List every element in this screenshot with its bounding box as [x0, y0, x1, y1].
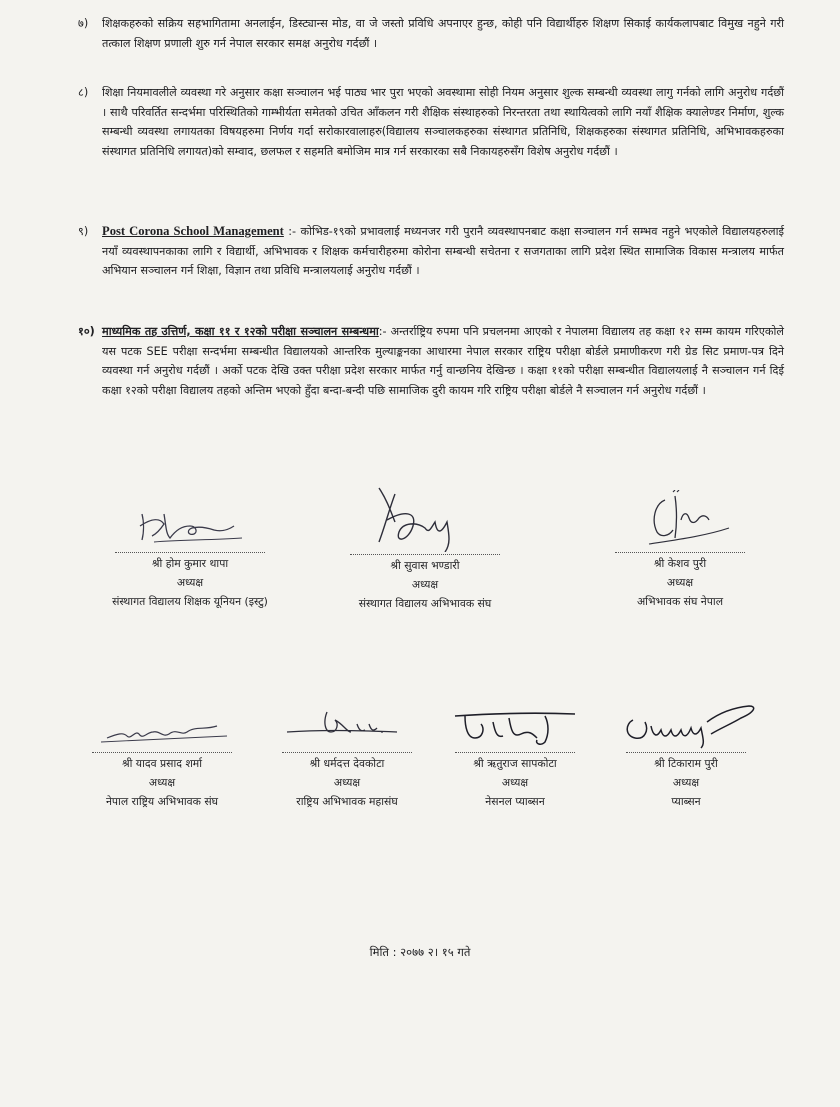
- point-number: ९): [78, 225, 89, 238]
- signatory-name: श्री होम कुमार थापा: [151, 557, 229, 570]
- signatory-name: श्री केशव पुरी: [653, 557, 707, 570]
- signatory-name: श्री धर्मदत्त देवकोटा: [309, 757, 385, 770]
- point-9: [78, 222, 784, 281]
- signature-image: [277, 702, 417, 750]
- signatory-name: श्री टिकाराम पुरी: [654, 757, 718, 770]
- signature-image: [625, 490, 735, 550]
- signature-image: [445, 704, 585, 750]
- signatory-role: अध्यक्ष: [501, 776, 529, 789]
- signatory-name: श्री यादव प्रसाद शर्मा: [121, 757, 203, 770]
- signature-image: [365, 482, 485, 552]
- point-heading: माध्यमिक तह उत्तिर्ण, कक्षा ११ र १२को परीक्षा सञ्चालन सम्बन्धमा: [102, 325, 379, 338]
- point-number: १०): [78, 325, 95, 338]
- point-heading: Post Corona School Management: [102, 224, 284, 238]
- signatory-block: [320, 482, 530, 613]
- signatory-organization: नेसनल प्याब्सन: [485, 795, 545, 808]
- signatory-role: अध्यक्ष: [148, 776, 176, 789]
- signature-image: [611, 698, 761, 750]
- signatory-block: [262, 702, 432, 811]
- signature-line: [115, 552, 265, 553]
- signature-line: [350, 554, 500, 555]
- signatory-role: अध्यक्ष: [176, 576, 204, 589]
- signature-line: [626, 752, 746, 753]
- signatory-block: [72, 710, 252, 811]
- point-8: [78, 83, 784, 161]
- signatory-organization: राष्ट्रिय अभिभावक महासंघ: [296, 795, 398, 808]
- signature-line: [455, 752, 575, 753]
- signature-image: [87, 710, 237, 750]
- signatory-block: [606, 698, 766, 811]
- signatory-role: अध्यक्ष: [672, 776, 700, 789]
- signature-line: [282, 752, 412, 753]
- point-text: शिक्षकहरुको सक्रिय सहभागितामा अनलाईन, डिस्ट्यान्स मोड, वा जे जस्तो प्रविधि अपनाएर हुन्छ, कोही पनि विद्यार्थीहरु शिक्षण सिकाई कार्यकलापबाट विमुख नहुने गरी तत्काल शिक्षण प्रणाली शुरु गर्न नेपाल सरकार समक्ष अनुरोध गर्दछौं ।: [102, 17, 784, 50]
- point-body: [102, 322, 784, 400]
- signature-line: [615, 552, 745, 553]
- point-text: :- कोभिड-१९को प्रभावलाई मध्यनजर गरी पुरानै व्यवस्थापनबाट कक्षा सञ्चालन गर्न सम्भव नहुने भएकोले विद्यालयहरुलाई नयाँ व्यवस्थापनकाका लागि र विद्यार्थी, अभिभावक र शिक्षक कर्मचारीहरुमा कोरोना सम्बन्धी सचेतना र सजगताका लागि प्रदेश स्थित सामाजिक विकास मन्त्रालय मार्फत अभियान सञ्चालन गर्न शिक्षा, विज्ञान तथा प्रविधि मन्त्रालयलाई अनुरोध गर्दछौं ।: [102, 225, 784, 278]
- signatory-role: अध्यक्ष: [333, 776, 361, 789]
- signatory-block: [70, 500, 310, 611]
- signatory-role: अध्यक्ष: [666, 576, 694, 589]
- signatory-block: [440, 704, 590, 811]
- point-7: [78, 14, 784, 53]
- point-number: ७): [78, 17, 89, 30]
- point-10: [78, 322, 784, 400]
- signatory-organization: संस्थागत विद्यालय अभिभावक संघ: [358, 597, 492, 610]
- signatory-block: [600, 490, 760, 611]
- signatory-name: श्री ऋतुराज सापकोटा: [473, 757, 557, 770]
- document-date: मिति : २०७७ २। १५ गते: [369, 945, 471, 959]
- signatory-organization: संस्थागत विद्यालय शिक्षक यूनियन (इस्टु): [112, 595, 268, 608]
- point-number: ८): [78, 86, 89, 99]
- signatory-organization: प्याब्सन: [671, 795, 701, 808]
- signatory-organization: अभिभावक संघ नेपाल: [636, 595, 724, 608]
- signature-image: [130, 500, 250, 550]
- point-body: [102, 222, 784, 281]
- point-text: :- अन्तर्राष्ट्रिय रुपमा पनि प्रचलनमा आएको र नेपालमा विद्यालय तह कक्षा १२ सम्म कायम गरिएकोले यस पटक SEE परीक्षा सन्दर्भमा सम्बन्धीत विद्यालयको आन्तरिक मुल्याङ्कनका आधारमा नेपाल सरकार राष्ट्रिय परीक्षा बोर्डले प्रमाणीकरण गरी ग्रेड सिट प्रमाण-पत्र दिने व्यवस्था गर्न अनुरोध गर्दछौं । अर्को पटक देखि उक्त परीक्षा प्रदेश सरकार मार्फत गर्नु वान्छनिय देखिन्छ । कक्षा ११को परीक्षा सम्बन्धीत विद्यालयलाई नै सञ्चालन गर्न दिई कक्षा १२को परीक्षा विद्यालय तहको अन्तिम भएको हुँदा बन्दा-बन्दी पछि सामाजिक दुरी कायम गरि राष्ट्रिय परीक्षा बोर्डले नै सञ्चालन गर्न अनुरोध गर्दछौं ।: [102, 325, 784, 397]
- signatory-role: अध्यक्ष: [411, 578, 439, 591]
- signatory-name: श्री सुवास भण्डारी: [390, 559, 460, 572]
- signature-line: [92, 752, 232, 753]
- signatory-organization: नेपाल राष्ट्रिय अभिभावक संघ: [105, 795, 219, 808]
- point-text: शिक्षा नियमावलीले व्यवस्था गरे अनुसार कक्षा सञ्चालन भई पाठ्य भार पुरा भएको अवस्थामा सोही नियम अनुसार शुल्क सम्बन्धी व्यवस्था लागु गर्नको लागि अनुरोध गर्दछौं । साथै परिवर्तित सन्दर्भमा परिस्थितिको गाम्भीर्यता समेतको उचित आँकलन गरी शैक्षिक संस्थाहरुको निरन्तरता तथा स्थायित्वको लागि नयाँ शैक्षिक क्यालेण्डर निर्माण, शुल्क सम्बन्धी व्यवस्था लगायतका विषयहरुमा निर्णय गर्दा सरोकारवालाहरु(विद्यालय सञ्चालकहरुका संस्थागत प्रतिनिधि, शिक्षकहरुका संस्थागत प्रतिनिधि, अभिभावकहरुका संस्थागत प्रतिनिधि लगायत)को सम्वाद, छलफल र सहमति बमोजिम मात्र गर्न सरकारका सबै निकायहरुसँग विशेष अनुरोध गर्दछौं ।: [102, 86, 784, 158]
